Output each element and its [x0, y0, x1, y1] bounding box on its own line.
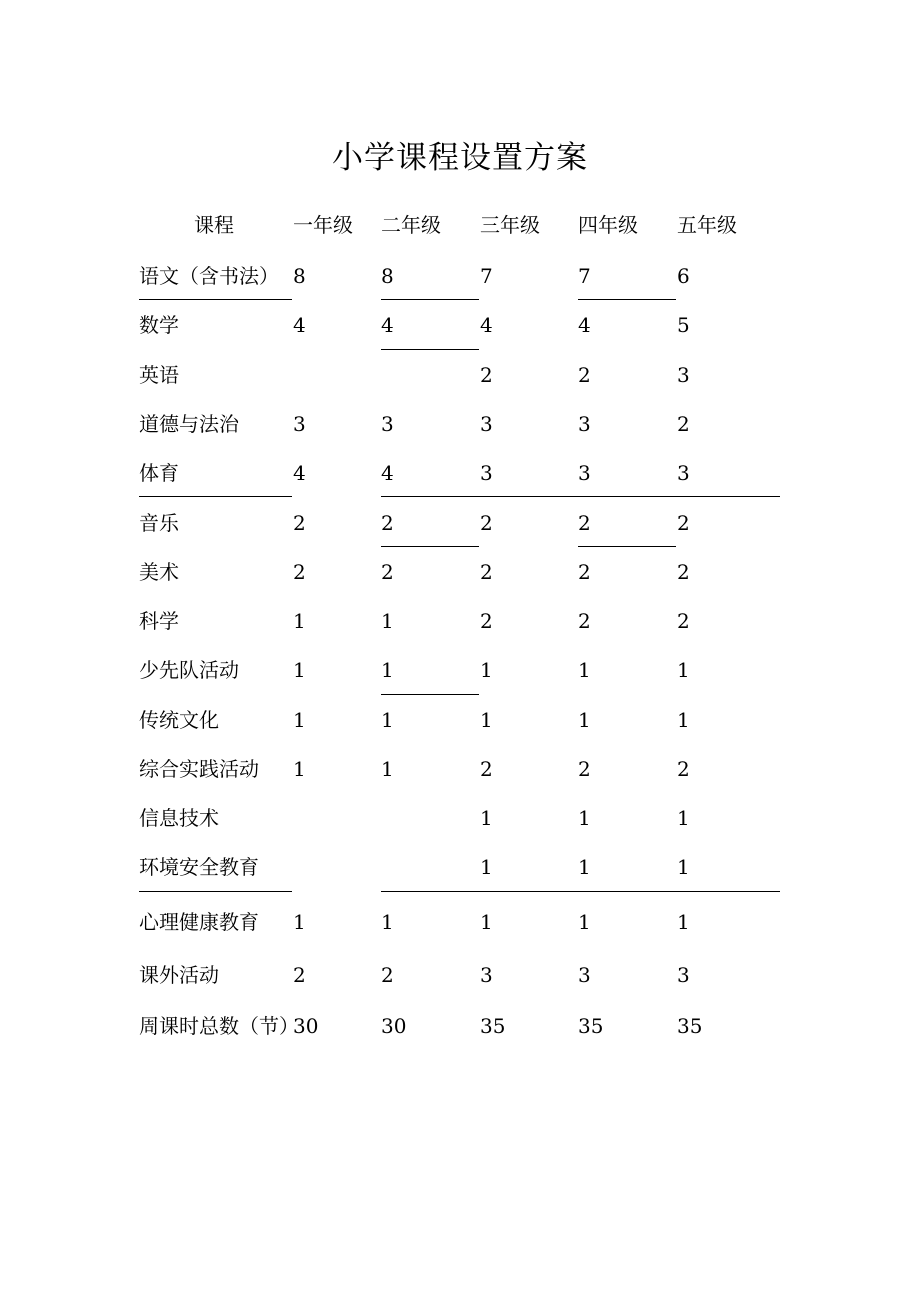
hours-grade-5: 1 — [677, 910, 690, 934]
hours-grade-2: 3 — [381, 412, 394, 436]
course-name: 心理健康教育 — [139, 910, 259, 934]
hours-grade-2: 8 — [381, 264, 394, 288]
hours-grade-3: 3 — [480, 461, 493, 485]
rule-line — [578, 546, 676, 547]
hours-grade-4: 2 — [578, 363, 591, 387]
hours-grade-5: 3 — [677, 363, 690, 387]
hours-grade-5: 35 — [677, 1014, 703, 1038]
hours-grade-4: 3 — [578, 461, 591, 485]
hours-grade-5: 2 — [677, 560, 690, 584]
rule-line — [381, 891, 780, 892]
hours-grade-5: 6 — [677, 264, 690, 288]
hours-grade-4: 3 — [578, 412, 591, 436]
course-name: 少先队活动 — [139, 658, 239, 682]
rule-line — [578, 299, 676, 300]
header-grade-3: 三年级 — [480, 213, 540, 237]
hours-grade-3: 2 — [480, 560, 493, 584]
page-title: 小学课程设置方案 — [332, 140, 588, 176]
hours-grade-1: 1 — [293, 609, 306, 633]
course-name: 数学 — [139, 313, 179, 337]
hours-grade-5: 2 — [677, 757, 690, 781]
hours-grade-3: 1 — [480, 708, 493, 732]
course-name: 科学 — [139, 609, 179, 633]
hours-grade-3: 2 — [480, 363, 493, 387]
rule-line — [381, 349, 479, 350]
hours-grade-2: 1 — [381, 609, 394, 633]
hours-grade-5: 1 — [677, 658, 690, 682]
header-grade-5: 五年级 — [677, 213, 737, 237]
hours-grade-3: 4 — [480, 313, 493, 337]
hours-grade-2: 1 — [381, 658, 394, 682]
rule-line — [381, 694, 479, 695]
course-name: 课外活动 — [139, 963, 219, 987]
hours-grade-5: 3 — [677, 461, 690, 485]
rule-line — [139, 891, 292, 892]
hours-grade-5: 1 — [677, 855, 690, 879]
header-grade-2: 二年级 — [381, 213, 441, 237]
hours-grade-3: 2 — [480, 757, 493, 781]
hours-grade-3: 7 — [480, 264, 493, 288]
hours-grade-4: 2 — [578, 560, 591, 584]
hours-grade-1: 30 — [293, 1014, 319, 1038]
course-name: 环境安全教育 — [139, 855, 259, 879]
hours-grade-2: 2 — [381, 560, 394, 584]
hours-grade-3: 2 — [480, 609, 493, 633]
hours-grade-5: 3 — [677, 963, 690, 987]
hours-grade-4: 2 — [578, 511, 591, 535]
hours-grade-2: 4 — [381, 313, 394, 337]
hours-grade-1: 1 — [293, 658, 306, 682]
hours-grade-3: 2 — [480, 511, 493, 535]
course-name: 周课时总数（节） — [139, 1014, 299, 1038]
hours-grade-2: 2 — [381, 511, 394, 535]
hours-grade-5: 2 — [677, 412, 690, 436]
rule-line — [139, 299, 292, 300]
hours-grade-4: 1 — [578, 658, 591, 682]
hours-grade-5: 1 — [677, 806, 690, 830]
hours-grade-4: 1 — [578, 855, 591, 879]
hours-grade-3: 3 — [480, 963, 493, 987]
hours-grade-5: 5 — [677, 313, 690, 337]
hours-grade-4: 7 — [578, 264, 591, 288]
hours-grade-3: 35 — [480, 1014, 506, 1038]
rule-line — [381, 299, 479, 300]
course-name: 信息技术 — [139, 806, 219, 830]
hours-grade-1: 2 — [293, 511, 306, 535]
header-grade-1: 一年级 — [293, 213, 353, 237]
hours-grade-2: 1 — [381, 757, 394, 781]
hours-grade-1: 1 — [293, 757, 306, 781]
rule-line — [139, 496, 292, 497]
hours-grade-4: 3 — [578, 963, 591, 987]
course-name: 英语 — [139, 363, 179, 387]
hours-grade-4: 1 — [578, 806, 591, 830]
hours-grade-1: 1 — [293, 708, 306, 732]
hours-grade-1: 3 — [293, 412, 306, 436]
hours-grade-4: 35 — [578, 1014, 604, 1038]
hours-grade-4: 1 — [578, 708, 591, 732]
hours-grade-4: 1 — [578, 910, 591, 934]
hours-grade-4: 4 — [578, 313, 591, 337]
course-name: 传统文化 — [139, 708, 219, 732]
hours-grade-3: 1 — [480, 910, 493, 934]
hours-grade-3: 1 — [480, 855, 493, 879]
hours-grade-3: 1 — [480, 658, 493, 682]
hours-grade-2: 2 — [381, 963, 394, 987]
course-name: 语文（含书法） — [139, 264, 279, 288]
hours-grade-4: 2 — [578, 757, 591, 781]
hours-grade-3: 1 — [480, 806, 493, 830]
hours-grade-2: 4 — [381, 461, 394, 485]
hours-grade-1: 2 — [293, 560, 306, 584]
rule-line — [381, 546, 479, 547]
course-name: 体育 — [139, 461, 179, 485]
hours-grade-2: 1 — [381, 708, 394, 732]
hours-grade-2: 30 — [381, 1014, 407, 1038]
hours-grade-1: 1 — [293, 910, 306, 934]
hours-grade-1: 4 — [293, 461, 306, 485]
hours-grade-1: 4 — [293, 313, 306, 337]
hours-grade-2: 1 — [381, 910, 394, 934]
hours-grade-1: 2 — [293, 963, 306, 987]
hours-grade-5: 2 — [677, 609, 690, 633]
hours-grade-3: 3 — [480, 412, 493, 436]
hours-grade-4: 2 — [578, 609, 591, 633]
rule-line — [381, 496, 780, 497]
hours-grade-5: 1 — [677, 708, 690, 732]
header-course: 课程 — [194, 213, 234, 237]
course-name: 道德与法治 — [139, 412, 239, 436]
hours-grade-1: 8 — [293, 264, 306, 288]
header-grade-4: 四年级 — [578, 213, 638, 237]
hours-grade-5: 2 — [677, 511, 690, 535]
course-name: 综合实践活动 — [139, 757, 259, 781]
course-name: 美术 — [139, 560, 179, 584]
course-name: 音乐 — [139, 511, 179, 535]
